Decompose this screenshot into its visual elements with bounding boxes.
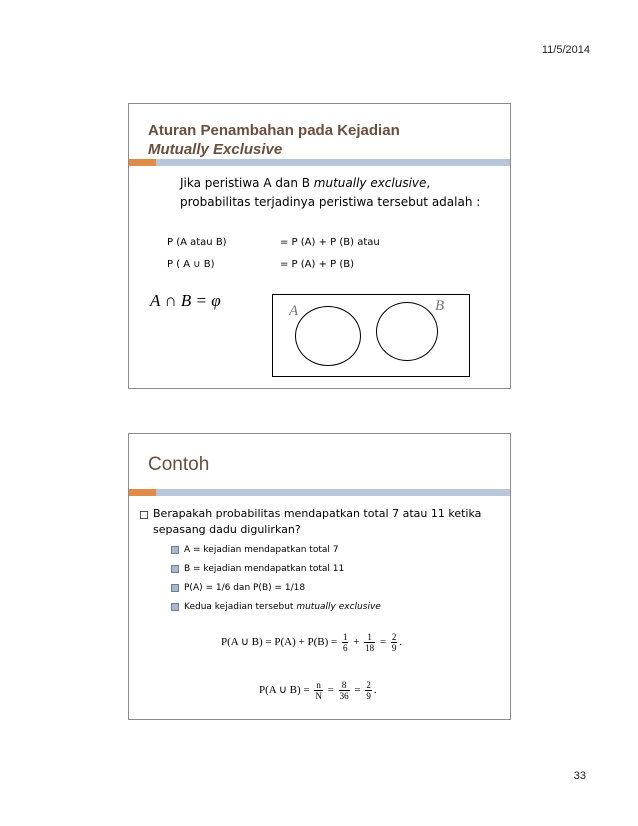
- page-number: 33: [573, 770, 586, 782]
- rule-rhs: = P (A) + P (B) atau: [280, 237, 380, 248]
- intersection-empty-formula: A ∩ B = φ: [150, 291, 221, 310]
- bullet-square-icon: [171, 584, 179, 592]
- page-date: 11/5/2014: [541, 44, 590, 56]
- bullet-box-icon: [140, 511, 148, 519]
- rule-lhs: P ( A ∪ B): [167, 259, 215, 270]
- title-line-2: Mutually Exclusive: [148, 141, 283, 158]
- rule-row-1: [167, 237, 380, 248]
- example-subitems: [171, 545, 381, 621]
- slide-contoh: [128, 433, 511, 720]
- list-item: Kedua kejadian tersebut mutually exclusive: [171, 602, 381, 621]
- title-line-1: Aturan Penambahan pada Kejadian: [148, 122, 400, 139]
- venn-label-a: A: [289, 303, 299, 319]
- bullet-square-icon: [171, 603, 179, 611]
- equation-union-sum: P(A ∪ B) = P(A) + P(B) = $\frac{1}{6}$ + $\frac{1}{18}$ = $\frac{2}{9}$ .: [221, 632, 403, 653]
- list-item: P(A) = 1/6 dan P(B) = 1/18: [171, 583, 381, 602]
- slide-title: Contoh: [148, 454, 210, 475]
- rule-rhs: = P (A) + P (B): [280, 259, 355, 270]
- list-item: B = kejadian mendapatkan total 11: [171, 564, 381, 583]
- venn-set-b: [376, 302, 438, 361]
- slide-title: [148, 121, 400, 159]
- venn-label-b: B: [435, 298, 445, 314]
- equation-union-ratio: P(A ∪ B) = $\frac{n}{N}$ = $\frac{8}{36}$ = $\frac{2}{9}$ .: [259, 680, 377, 701]
- slide-aturan-penambahan: [128, 103, 511, 389]
- title-divider-bar: [129, 489, 510, 496]
- rule-row-2: [167, 259, 355, 270]
- rule-lhs: P (A atau B): [167, 237, 227, 248]
- bullet-square-icon: [171, 565, 179, 573]
- definition-paragraph: Jika peristiwa A dan B mutually exclusive, probabilitas terjadinya peristiwa tersebut adalah :: [180, 176, 481, 209]
- title-divider-bar: [129, 159, 510, 166]
- bullet-square-icon: [171, 546, 179, 554]
- list-item: A = kejadian mendapatkan total 7: [171, 545, 381, 564]
- venn-diagram: [272, 294, 470, 377]
- venn-set-a: [295, 306, 361, 366]
- example-question: Berapakah probabilitas mendapatkan total 7 atau 11 ketika sepasang dadu digulirkan?: [153, 507, 482, 536]
